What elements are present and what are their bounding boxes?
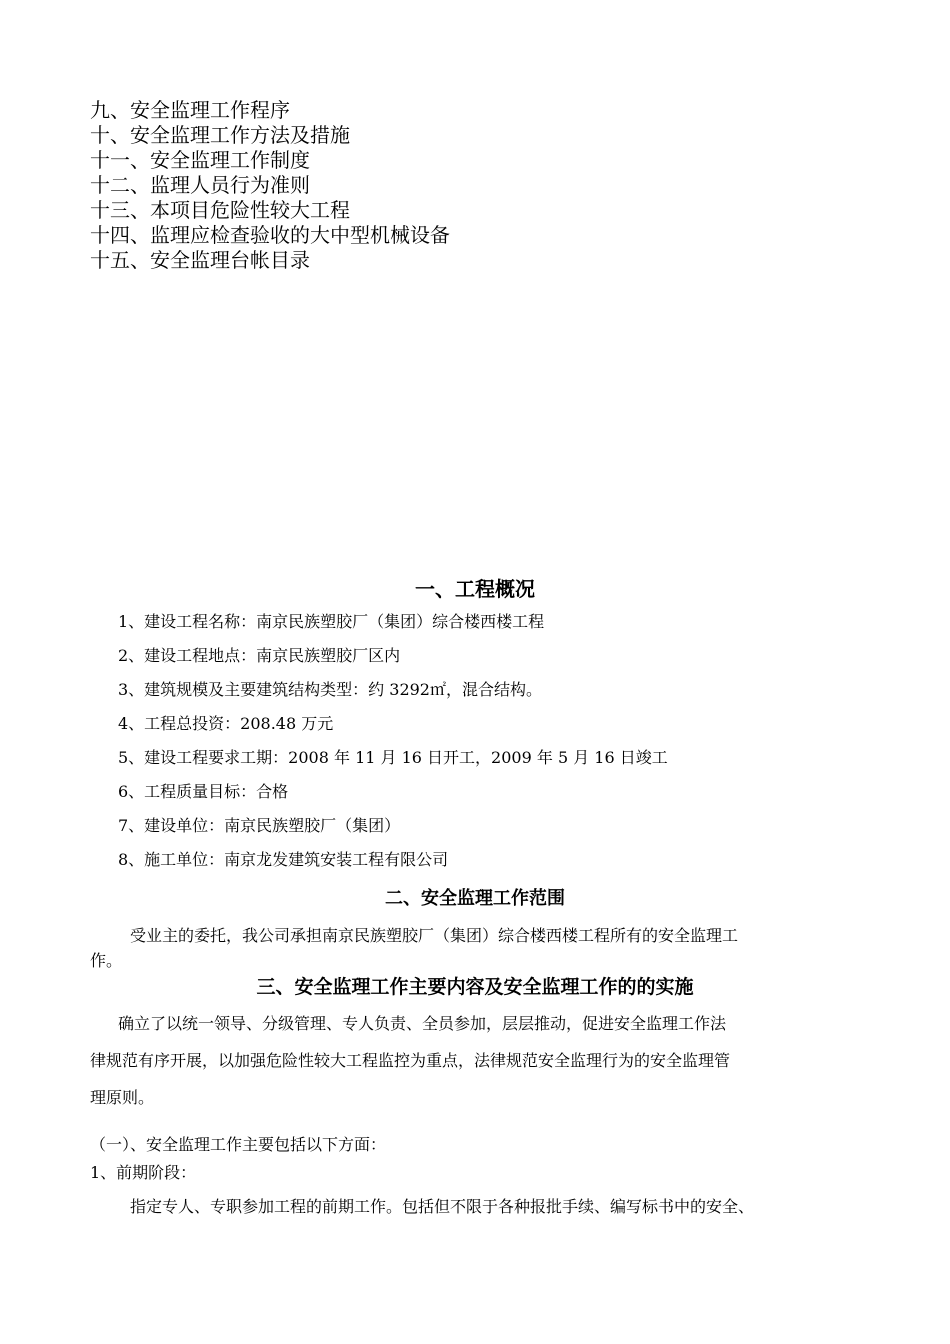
content-paragraph-line-2: 律规范有序开展，以加强危险性较大工程监控为重点，法律规范安全监理行为的安全监理管	[90, 1051, 731, 1070]
overview-item-schedule: 5、建设工程要求工期：2008 年 11 月 16 日开工，2009 年 5 月 16 日竣工	[118, 748, 668, 767]
stage-preliminary-text: 指定专人、专职参加工程的前期工作。包括但不限于各种报批手续、编写标书中的安全、	[130, 1197, 755, 1216]
toc-item-15: 十五、安全监理台帐目录	[90, 248, 310, 272]
overview-item-investment: 4、工程总投资：208.48 万元	[118, 714, 334, 733]
toc-item-11: 十一、安全监理工作制度	[90, 148, 310, 172]
overview-item-quality: 6、工程质量目标：合格	[118, 782, 289, 801]
overview-item-name: 1、建设工程名称：南京民族塑胶厂（集团）综合楼西楼工程	[118, 612, 545, 631]
toc-item-9: 九、安全监理工作程序	[90, 98, 290, 122]
toc-item-13: 十三、本项目危险性较大工程	[90, 198, 350, 222]
stage-heading-preliminary: 1、前期阶段：	[90, 1163, 197, 1182]
content-paragraph-line-1: 确立了以统一领导、分级管理、专人负责、全员参加，层层推动，促进安全监理工作法	[118, 1014, 727, 1033]
toc-item-12: 十二、监理人员行为准则	[90, 173, 310, 197]
overview-item-scale: 3、建筑规模及主要建筑结构类型：约 3292㎡，混合结构。	[118, 680, 542, 699]
overview-item-owner: 7、建设单位：南京民族塑胶厂（集团）	[118, 816, 401, 835]
scope-paragraph-line-2: 作。	[90, 951, 123, 970]
section-title-scope: 二、安全监理工作范围	[385, 888, 565, 909]
overview-item-location: 2、建设工程地点：南京民族塑胶厂区内	[118, 646, 401, 665]
content-paragraph-line-3: 理原则。	[90, 1088, 155, 1107]
overview-item-contractor: 8、施工单位：南京龙发建筑安装工程有限公司	[118, 850, 449, 869]
scope-paragraph-line-1: 受业主的委托，我公司承担南京民族塑胶厂（集团）综合楼西楼工程所有的安全监理工	[130, 926, 739, 945]
section-title-content: 三、安全监理工作主要内容及安全监理工作的的实施	[256, 976, 694, 998]
subsection-heading-1: （一）、安全监理工作主要包括以下方面：	[90, 1135, 387, 1154]
toc-item-14: 十四、监理应检查验收的大中型机械设备	[90, 223, 450, 247]
toc-item-10: 十、安全监理工作方法及措施	[90, 123, 350, 147]
section-title-overview: 一、工程概况	[415, 577, 535, 601]
